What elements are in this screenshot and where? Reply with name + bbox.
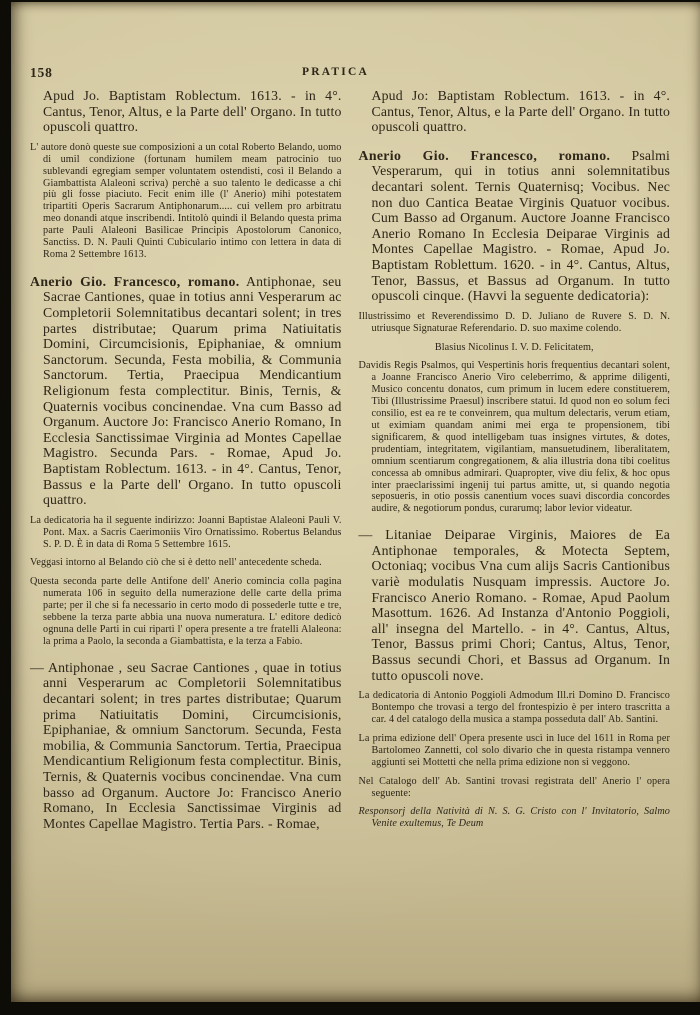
note-responsorj: Responsorj della Natività di N. S. G. Cristo con l' Invitatorio, Salmo Venite exultemus, Te Deum [358, 806, 670, 830]
note-veggasi: Veggasi intorno al Belando ciò che si è detto nell' antecedente scheda. [30, 557, 322, 569]
entry-text: Psalmi Vesperarum, qui in totius anni solemnitatibus decantari solent. Ternis Quaternisq; Vocibus. Nec non duo Cantica Beatae Virginis Quatuor vocibus. Cum Basso ad Organum. Auctore Joanne Francisco Anerio Romano In Ecclesia Deiparae Virginis ad Montes Capellae Magistro. - Romae, Apud Jo. Baptistam Roblettum. 1620. - in 4°. Cantus, Altus, Tenor, Bassus, et Bassus ad Organum. In tutto opuscoli cinque. (Havvi la seguente dedicatoria): [371, 147, 670, 304]
entry-author: Anerio Gio. Francesco, romano. [358, 147, 611, 163]
running-title: PRATICA [302, 66, 369, 78]
note-seconda-parte: Questa seconda parte delle Antifone dell' Anerio comincia colla pagina numerata 106 in seguito della numerazione delle carte della prima parte; per il che si fa necessario in certo modo di possederle tutte e tre, sebbene la terza parte abbia una nuova numeratura. L' editore dedicò ognuna delle Parti in cui ripartì l' opera presente a tre fratelli Alaleona: la prima a Paolo, la seconda a Giambattista, e la terza a Fabio. [30, 576, 342, 647]
entry-dash: — [358, 527, 373, 543]
running-head [11, 2, 700, 88]
note-dedicatoria: La dedicatoria ha il seguente indirizzo: Joanni Baptistae Alaleoni Pauli V. Pont. Max. a Sacris Caerimoniis Viro Ornatissimo. Robertus Belandus S. P. D. È in data di Roma 5 Settembre 1615. [30, 514, 342, 550]
entry-continuation: Apud Jo. Baptistam Roblectum. 1613. - in 4°. Cantus, Tenor, Altus, e la Parte dell' Organo. In tutto opuscoli quattro. [43, 88, 342, 135]
note-poggioli: La dedicatoria di Antonio Poggioli Admodum Ill.ri Domino D. Francisco Bontempo che trovasi a tergo del frontespizio è per intero trascritta a car. 4 del catalogo della musica a stampa posseduta dall' Ab. Santini. [358, 690, 670, 725]
entry-continuation: Apud Jo: Baptistam Roblectum. 1613. - in 4°. Cantus, Tenor, Altus, e la Parte dell' Organo. In tutto opuscoli quattro. [371, 88, 670, 135]
dedication-text: Davidis Regis Psalmos, qui Vespertinis horis frequentius decantari solent, a Joanne Francisco Anerio Viro celeberrimo, & apprime diligenti, Musico concentu donatos, cum primum in lucem edere constituerem, Tibi (Illustrissime Praesul) inscribere statui. Id quod non eo solum feci consilio, est ea re te conveinrem, qua multum delectaris, verum etiam, ut eximiam quandam animi mei erga te propensionem, tibi significarem, & quod intelligebam tuas insignes virtutes, & dotes, prudentiam, integritatem, vigilantiam, mansuetudinem, liberalitatem, omnium scentiarum congregationem, & alia illustria dona tibi coelitus concessa ab omnibus admirari. Quapropter, vive diu felix, & hoc opus inter praeclarissimi ingenij tui partus amitte, ut, si quando negotia seposueris, in otio possis canentium voces suavi discordia concordes audire, & negotiorum pondus, curarumq; labor levior videatur. [358, 360, 670, 515]
note-catalogo: Nel Catalogo dell' Ab. Santini trovasi registrata dell' Anerio l' opera seguente: [358, 775, 670, 799]
note-belando: L' autore donò queste sue composizioni a un cotal Roberto Belando, uomo di umil condizione (fortunam humilem meam patrocinio tuo sublevandi egregiam semper voluntatem ostendisti, così il Belando a Giambattista Alaleoni scriva) perchè a suo talento le dedicasse a chi più gli fosse piaciuto. Fecit enim ille (l' Anerio) mihi potestatem tripartiti Operis Sacrarum Antiphonarum..... cui vellem pro arbitratu meo donandi atque inscribendi. Intitolò quindi il Belando questa prima parte Pauli Alaleoni Basilicae Principis Apostolorum Canonico, Sanctiss. D. N. Pauli Quinti Cubiculario intimo con lettera in data di Roma 2 Settembre 1613. [30, 141, 342, 260]
catalog-entry-litaniae [359, 527, 671, 683]
text-columns [11, 88, 700, 838]
catalog-entry-psalmi [359, 148, 671, 304]
catalog-entry-secunda-pars [30, 274, 342, 508]
catalog-entry-tertia-pars [30, 660, 342, 832]
note-prima-edizione: La prima edizione dell' Opera presente uscì in luce del 1611 in Roma per Bartolomeo Zannetti, col solo divario che in questa ristampa vennero aggiunti sei Mottetti che nella prima edizione non si veggono. [358, 732, 670, 768]
dedication-salutation: Blasius Nicolinus I. V. D. Felicitatem, [434, 341, 594, 353]
entry-author: Anerio Gio. Francesco, romano. [30, 273, 240, 289]
page [11, 2, 700, 1002]
left-column [30, 88, 342, 838]
page-number: 158 [30, 65, 53, 80]
entry-dash: — [30, 659, 44, 675]
right-column [359, 88, 671, 838]
entry-text: Antiphonae, seu Sacrae Cantiones, quae in totius anni Vesperarum ac Completorii Solemnitatibus decantari solent; in tres partes distributae; Quarum prima Natiuitatis Domini, Circumcisionis, Epiphaniae, & omnium Sanctorum. Secunda, Festa mobilia, & Communia Sanctorum. Tertia, Praecipua Mendicantium Religionum festa complectitur. Binis, Ternis, & Quaternis vocibus concinendae. Vna cum Basso ad Organum. Auctore Jo: Francisco Anerio Romano, In Ecclesia Sanctissimae Virginia ad Montes Capellae Magistro. Secunda Pars. - Romae, Apud Jo. Baptistam Roblectum. 1613. - in 4°. Cantus, Tenor, Bassus e la Parte dell' Organo. In tutto opuscoli quattro. [43, 273, 342, 508]
dedication-address: Illustrissimo et Reverendissimo D. D. Juliano de Ruvere S. D. N. utriusque Signaturae Referendario. D. suo maxime colendo. [358, 310, 670, 334]
entry-text: Litaniae Deiparae Virginis, Maiores de Ea Antiphonae temporales, & Motecta Septem, Octoniaq; vocibus Vna cum alijs Sacris Cantionibus variè modulatis Nusquam impressis. Auctore Jo. Francisco Anerio Romano. - Romae, Apud Paolum Masottum. 1626. Ad Instanza d'Antonio Poggioli, all' insegna del Martello. - in 4°. Cantus, Altus, Tenor, Bassus primi Chori; Cantus, Altus, Tenor, Bassus secundi Chori, et Bassus ad Organum. In tutto opuscoli nove. [371, 527, 670, 683]
entry-text: Antiphonae , seu Sacrae Cantiones , quae in totius anni Vesperarum ac Completorii Solemnitatibus decantari solent; in tres partes distributae; Quarum prima Natiuitatis Domini, Circumcisionis, Epiphaniae, & omnium Sanctorum. Secunda, Festa mobilia, & Communia Sanctorum. Tertia, Praecipua Mendicantium Religionum festa complectitur. Binis, Ternis, & Quaternis vocibus concinendae. Vna cum basso ad Organum. Auctore Jo: Francisco Anerio Romano, In Ecclesia Sanctissimae Virginis ad Montes Capellae Magistro. Tertia Pars. - Romae, [43, 659, 342, 831]
